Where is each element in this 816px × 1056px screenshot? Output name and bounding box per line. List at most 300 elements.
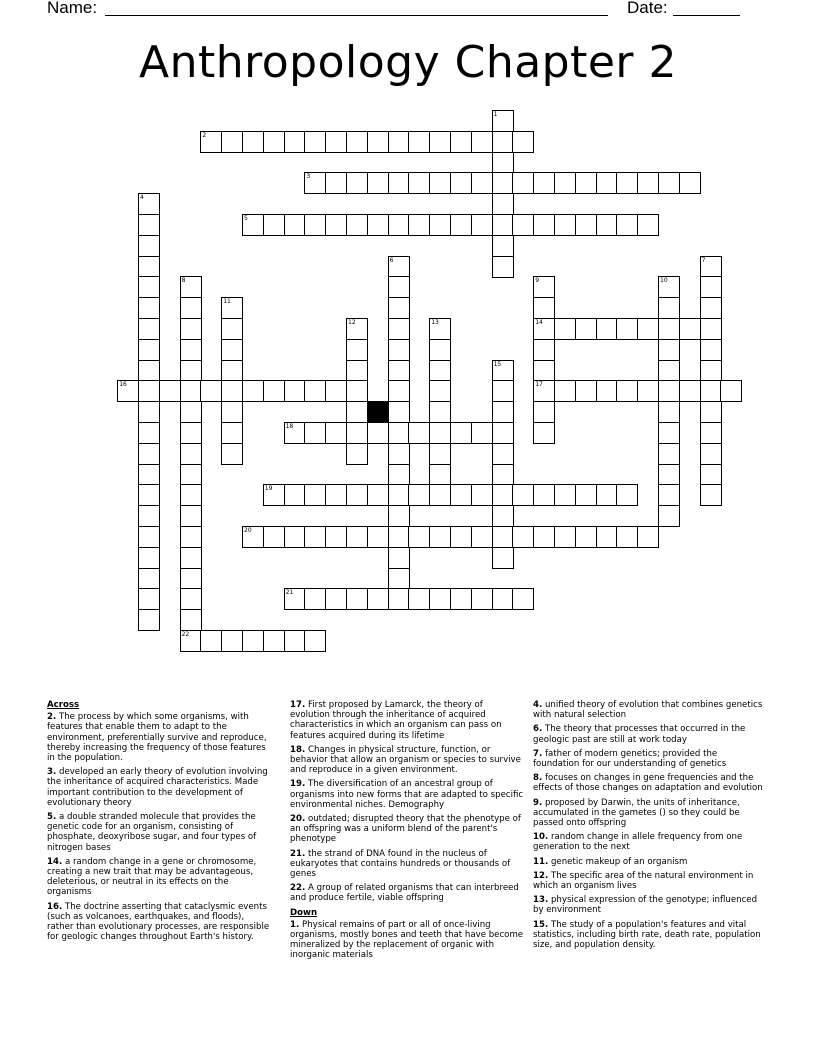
grid-cell[interactable] — [700, 297, 722, 319]
grid-cell[interactable] — [658, 380, 680, 402]
grid-cell[interactable] — [429, 131, 451, 153]
grid-cell[interactable] — [492, 547, 514, 569]
grid-cell[interactable] — [533, 214, 555, 236]
grid-cell[interactable] — [575, 214, 597, 236]
clue-number: 9 — [535, 277, 540, 285]
grid-cell[interactable] — [325, 380, 347, 402]
grid-cell[interactable] — [596, 380, 618, 402]
grid-cell[interactable] — [637, 526, 659, 548]
grid-cell[interactable] — [263, 214, 285, 236]
grid-cell[interactable] — [492, 360, 514, 382]
grid-cell[interactable] — [533, 339, 555, 361]
grid-cell[interactable] — [180, 339, 202, 361]
grid-cell[interactable] — [408, 588, 430, 610]
grid-cell[interactable] — [554, 318, 576, 340]
grid-cell[interactable] — [138, 568, 160, 590]
grid-cell[interactable] — [138, 547, 160, 569]
grid-cell[interactable] — [304, 484, 326, 506]
grid-cell[interactable] — [700, 360, 722, 382]
grid-cell[interactable] — [471, 526, 493, 548]
grid-cell[interactable] — [596, 526, 618, 548]
grid-cell[interactable] — [138, 193, 160, 215]
grid-cell[interactable] — [346, 422, 368, 444]
black-cell — [367, 401, 389, 423]
clue-number: 14 — [535, 319, 543, 326]
clue-number: 6 — [389, 256, 394, 264]
grid-cell[interactable] — [700, 464, 722, 486]
clue-number: 16 — [119, 381, 127, 389]
grid-cell[interactable] — [596, 484, 618, 506]
grid-cell[interactable] — [138, 235, 160, 257]
grid-cell[interactable] — [180, 588, 202, 610]
grid-cell[interactable] — [346, 380, 368, 402]
grid-cell[interactable] — [388, 443, 410, 465]
grid-cell[interactable] — [138, 505, 160, 527]
grid-cell[interactable] — [138, 401, 160, 423]
grid-cell[interactable] — [367, 214, 389, 236]
grid-cell[interactable] — [533, 360, 555, 382]
grid-cell[interactable] — [596, 214, 618, 236]
grid-cell[interactable] — [180, 443, 202, 465]
clue-number: 8 — [181, 277, 186, 285]
grid-cell[interactable] — [512, 131, 534, 153]
grid-cell[interactable] — [429, 380, 451, 402]
grid-cell[interactable] — [284, 484, 306, 506]
grid-cell[interactable] — [242, 526, 264, 548]
grid-cell[interactable] — [180, 568, 202, 590]
grid-cell[interactable] — [304, 526, 326, 548]
clue-across-5: 5. a double stranded molecule that provides the genetic code for an organism, consisting of phosphate, deoxyribose sugar, and four types of nitrogen bases — [47, 812, 257, 853]
clue-across-20: 20. outdated; disrupted theory that the phenotype of an offspring was a uniform blend of the parent's phenotype — [290, 814, 521, 845]
grid-cell[interactable] — [346, 526, 368, 548]
grid-cell[interactable] — [138, 422, 160, 444]
grid-cell[interactable] — [180, 505, 202, 527]
grid-cell[interactable] — [242, 630, 264, 652]
grid-cell[interactable] — [304, 422, 326, 444]
grid-cell[interactable] — [700, 484, 722, 506]
grid-cell[interactable] — [637, 380, 659, 402]
grid-cell[interactable] — [325, 422, 347, 444]
clue-down-6: 6. The theory that processes that occurred in the geologic past are still at work today — [533, 724, 746, 745]
grid-cell[interactable] — [180, 401, 202, 423]
clue-across-3: 3. developed an early theory of evolution involving the inheritance of acquired characteristics. Made important contribution to the development of evolutionary theory — [47, 767, 268, 808]
grid-cell[interactable] — [221, 630, 243, 652]
grid-cell[interactable] — [616, 380, 638, 402]
page-title: Anthropology Chapter 2 — [138, 37, 677, 88]
grid-cell[interactable] — [533, 422, 555, 444]
grid-cell[interactable] — [658, 339, 680, 361]
grid-cell[interactable] — [367, 422, 389, 444]
grid-cell[interactable] — [304, 214, 326, 236]
grid-cell[interactable] — [492, 484, 514, 506]
grid-cell[interactable] — [180, 526, 202, 548]
grid-cell[interactable] — [346, 131, 368, 153]
grid-cell[interactable] — [138, 464, 160, 486]
grid-cell[interactable] — [700, 422, 722, 444]
grid-cell[interactable] — [388, 360, 410, 382]
grid-cell[interactable] — [679, 380, 701, 402]
grid-cell[interactable] — [471, 214, 493, 236]
grid-cell[interactable] — [367, 588, 389, 610]
grid-cell[interactable] — [388, 505, 410, 527]
grid-cell[interactable] — [138, 588, 160, 610]
grid-cell[interactable] — [533, 526, 555, 548]
grid-cell[interactable] — [616, 526, 638, 548]
grid-cell[interactable] — [138, 214, 160, 236]
grid-cell[interactable] — [325, 131, 347, 153]
grid-cell[interactable] — [492, 505, 514, 527]
grid-cell[interactable] — [616, 318, 638, 340]
clue-number: 20 — [244, 527, 252, 534]
grid-cell[interactable] — [658, 172, 680, 194]
grid-cell[interactable] — [575, 172, 597, 194]
grid-cell[interactable] — [221, 422, 243, 444]
grid-cell[interactable] — [492, 588, 514, 610]
clue-number: 19 — [264, 485, 273, 493]
clue-down-12: 12. The specific area of the natural environment in which an organism lives — [533, 870, 754, 892]
grid-cell[interactable] — [284, 422, 306, 444]
grid-cell[interactable] — [658, 464, 680, 486]
grid-cell[interactable] — [388, 401, 410, 423]
grid-cell[interactable] — [471, 422, 493, 444]
grid-cell[interactable] — [221, 297, 243, 319]
grid-cell[interactable] — [180, 276, 202, 298]
grid-cell[interactable] — [221, 443, 243, 465]
name-label: Name: — [47, 0, 98, 17]
grid-cell[interactable] — [138, 318, 160, 340]
grid-cell[interactable] — [450, 172, 472, 194]
grid-cell[interactable] — [325, 526, 347, 548]
grid-cell[interactable] — [429, 318, 451, 340]
grid-cell[interactable] — [637, 172, 659, 194]
grid-cell[interactable] — [429, 401, 451, 423]
clue-number: 11 — [223, 298, 231, 306]
grid-cell[interactable] — [408, 422, 430, 444]
grid-cell[interactable] — [658, 443, 680, 465]
grid-cell[interactable] — [429, 526, 451, 548]
grid-cell[interactable] — [679, 172, 701, 194]
clue-across-18: 18. Changes in physical structure, function, or behavior that allow an organism or species to survive and reproduce in a given environment. — [290, 744, 521, 776]
grid-cell[interactable] — [616, 214, 638, 236]
grid-cell[interactable] — [658, 505, 680, 527]
grid-cell[interactable] — [138, 526, 160, 548]
grid-cell[interactable] — [304, 172, 326, 194]
grid-cell[interactable] — [575, 484, 597, 506]
grid-cell[interactable] — [533, 401, 555, 423]
grid-cell[interactable] — [304, 380, 326, 402]
clue-number: 15 — [493, 360, 502, 368]
grid-cell[interactable] — [388, 380, 410, 402]
clue-number: 7 — [701, 256, 706, 264]
grid-cell[interactable] — [367, 131, 389, 153]
grid-cell[interactable] — [429, 360, 451, 382]
clue-across-17: 17. First proposed by Lamarck, the theory of evolution through the inheritance of acquired characteristics in which an organism can pass on features acquired during its lifetime — [290, 700, 502, 741]
grid-cell[interactable] — [554, 214, 576, 236]
grid-cell[interactable] — [492, 256, 514, 278]
grid-cell[interactable] — [180, 547, 202, 569]
grid-cell[interactable] — [200, 380, 222, 402]
grid-cell[interactable] — [221, 360, 243, 382]
grid-cell[interactable] — [492, 401, 514, 423]
grid-cell[interactable] — [388, 547, 410, 569]
grid-cell[interactable] — [388, 214, 410, 236]
grid-cell[interactable] — [304, 588, 326, 610]
grid-cell[interactable] — [533, 276, 555, 298]
grid-cell[interactable] — [512, 588, 534, 610]
grid-cell[interactable] — [159, 380, 181, 402]
clues-column-1 — [47, 700, 272, 946]
clue-number: 5 — [244, 215, 248, 222]
grid-cell[interactable] — [388, 422, 410, 444]
grid-cell[interactable] — [658, 484, 680, 506]
clue-across-21: 21. the strand of DNA found in the nucleus of eukaryotes that contains hundreds or thousands of genes — [290, 848, 511, 880]
grid-cell[interactable] — [408, 172, 430, 194]
grid-cell[interactable] — [512, 526, 534, 548]
grid-cell[interactable] — [346, 172, 368, 194]
grid-cell[interactable] — [700, 380, 722, 402]
grid-cell[interactable] — [388, 464, 410, 486]
grid-cell[interactable] — [346, 401, 368, 423]
grid-cell[interactable] — [492, 152, 514, 174]
grid-cell[interactable] — [304, 630, 326, 652]
grid-cell[interactable] — [450, 588, 472, 610]
grid-cell[interactable] — [388, 484, 410, 506]
grid-cell[interactable] — [471, 484, 493, 506]
grid-cell[interactable] — [429, 172, 451, 194]
grid-cell[interactable] — [221, 339, 243, 361]
grid-cell[interactable] — [200, 131, 222, 153]
clue-across-19: 19. The diversification of an ancestral group of organisms into new forms that are adapted to specific environmental niches. Demography — [290, 779, 524, 810]
grid-cell[interactable] — [658, 297, 680, 319]
grid-cell[interactable] — [263, 526, 285, 548]
grid-cell[interactable] — [616, 484, 638, 506]
clue-number: 12 — [348, 319, 356, 326]
grid-cell[interactable] — [180, 297, 202, 319]
grid-cell[interactable] — [284, 214, 306, 236]
grid-cell[interactable] — [429, 443, 451, 465]
grid-cell[interactable] — [429, 422, 451, 444]
grid-cell[interactable] — [429, 464, 451, 486]
grid-cell[interactable] — [429, 588, 451, 610]
clue-down-10: 10. random change in allele frequency from one generation to the next — [533, 832, 743, 853]
grid-cell[interactable] — [180, 360, 202, 382]
clue-across-16: 16. The doctrine asserting that cataclysmic events (such as volcanoes, earthquakes, and floods), rather than evolutionary processes, are responsible for geologic changes throughout Earth's history. — [47, 901, 270, 943]
grid-cell[interactable] — [492, 422, 514, 444]
grid-cell[interactable] — [700, 276, 722, 298]
grid-cell[interactable] — [180, 630, 202, 652]
grid-cell[interactable] — [575, 526, 597, 548]
grid-cell[interactable] — [596, 318, 618, 340]
grid-cell[interactable] — [346, 318, 368, 340]
grid-cell[interactable] — [242, 214, 264, 236]
grid-cell[interactable] — [325, 214, 347, 236]
grid-cell[interactable] — [492, 464, 514, 486]
grid-cell[interactable] — [180, 422, 202, 444]
grid-cell[interactable] — [471, 588, 493, 610]
grid-cell[interactable] — [221, 318, 243, 340]
grid-cell[interactable] — [180, 484, 202, 506]
grid-cell[interactable] — [138, 339, 160, 361]
grid-cell[interactable] — [471, 172, 493, 194]
clue-across-2: 2. The process by which some organisms, with features that enable them to adapt to the environment, preferentially survive and reproduce, thereby increasing the frequency of those features in the population. — [47, 712, 267, 764]
grid-cell[interactable] — [325, 588, 347, 610]
grid-cell[interactable] — [388, 131, 410, 153]
grid-cell[interactable] — [492, 526, 514, 548]
grid-cell[interactable] — [408, 214, 430, 236]
grid-cell[interactable] — [658, 276, 680, 298]
grid-cell[interactable] — [263, 484, 285, 506]
grid-cell[interactable] — [429, 484, 451, 506]
grid-cell[interactable] — [512, 172, 534, 194]
grid-cell[interactable] — [180, 318, 202, 340]
grid-cell[interactable] — [554, 526, 576, 548]
grid-cell[interactable] — [616, 172, 638, 194]
grid-cell[interactable] — [658, 360, 680, 382]
grid-cell[interactable] — [575, 318, 597, 340]
grid-cell[interactable] — [408, 526, 430, 548]
grid-cell[interactable] — [471, 131, 493, 153]
grid-cell[interactable] — [492, 193, 514, 215]
grid-cell[interactable] — [388, 568, 410, 590]
grid-cell[interactable] — [554, 484, 576, 506]
grid-cell[interactable] — [533, 297, 555, 319]
grid-cell[interactable] — [637, 214, 659, 236]
grid-cell[interactable] — [284, 526, 306, 548]
grid-cell[interactable] — [180, 464, 202, 486]
grid-cell[interactable] — [450, 422, 472, 444]
grid-cell[interactable] — [658, 318, 680, 340]
grid-cell[interactable] — [388, 318, 410, 340]
grid-cell[interactable] — [700, 339, 722, 361]
grid-cell[interactable] — [450, 214, 472, 236]
grid-cell[interactable] — [512, 484, 534, 506]
grid-cell[interactable] — [492, 235, 514, 257]
grid-cell[interactable] — [284, 380, 306, 402]
grid-cell[interactable] — [450, 484, 472, 506]
clue-number: 21 — [285, 589, 294, 597]
grid-cell[interactable] — [388, 256, 410, 278]
grid-cell[interactable] — [117, 380, 139, 402]
grid-cell[interactable] — [221, 380, 243, 402]
grid-cell[interactable] — [138, 443, 160, 465]
grid-cell[interactable] — [242, 131, 264, 153]
down-heading: Down — [290, 907, 318, 918]
grid-cell[interactable] — [554, 380, 576, 402]
grid-cell[interactable] — [554, 172, 576, 194]
grid-cell[interactable] — [700, 256, 722, 278]
grid-cell[interactable] — [367, 172, 389, 194]
grid-cell[interactable] — [325, 172, 347, 194]
grid-cell[interactable] — [180, 609, 202, 631]
clues-column-3 — [533, 700, 765, 954]
grid-cell[interactable] — [492, 110, 514, 132]
clue-down-11: 11. genetic makeup of an organism — [533, 856, 688, 867]
grid-cell[interactable] — [679, 318, 701, 340]
grid-cell[interactable] — [180, 380, 202, 402]
grid-cell[interactable] — [700, 443, 722, 465]
grid-cell[interactable] — [346, 339, 368, 361]
clue-number: 1 — [493, 111, 498, 118]
grid-cell[interactable] — [533, 172, 555, 194]
grid-cell[interactable] — [575, 380, 597, 402]
clue-number: 13 — [431, 319, 439, 326]
grid-cell[interactable] — [138, 380, 160, 402]
grid-cell[interactable] — [388, 276, 410, 298]
grid-cell[interactable] — [346, 484, 368, 506]
grid-cell[interactable] — [533, 484, 555, 506]
grid-cell[interactable] — [408, 484, 430, 506]
grid-cell[interactable] — [200, 630, 222, 652]
grid-cell[interactable] — [492, 380, 514, 402]
grid-cell[interactable] — [346, 588, 368, 610]
grid-cell[interactable] — [388, 526, 410, 548]
grid-cell[interactable] — [637, 318, 659, 340]
grid-cell[interactable] — [408, 131, 430, 153]
grid-cell[interactable] — [388, 297, 410, 319]
grid-cell[interactable] — [429, 214, 451, 236]
clue-number: 2 — [202, 131, 207, 139]
grid-cell[interactable] — [700, 401, 722, 423]
grid-cell[interactable] — [242, 380, 264, 402]
grid-cell[interactable] — [138, 297, 160, 319]
grid-cell[interactable] — [720, 380, 742, 402]
grid-cell[interactable] — [221, 131, 243, 153]
grid-cell[interactable] — [263, 380, 285, 402]
grid-cell[interactable] — [429, 339, 451, 361]
grid-cell[interactable] — [138, 609, 160, 631]
grid-cell[interactable] — [138, 360, 160, 382]
grid-cell[interactable] — [658, 401, 680, 423]
grid-cell[interactable] — [138, 276, 160, 298]
grid-cell[interactable] — [346, 360, 368, 382]
clue-number: 22 — [181, 631, 190, 638]
grid-cell[interactable] — [596, 172, 618, 194]
grid-cell[interactable] — [367, 484, 389, 506]
grid-cell[interactable] — [492, 214, 514, 236]
grid-cell[interactable] — [533, 380, 555, 402]
grid-cell[interactable] — [388, 588, 410, 610]
grid-cell[interactable] — [658, 422, 680, 444]
grid-cell[interactable] — [450, 526, 472, 548]
grid-cell[interactable] — [388, 339, 410, 361]
grid-cell[interactable] — [325, 484, 347, 506]
grid-cell[interactable] — [492, 131, 514, 153]
grid-cell[interactable] — [263, 630, 285, 652]
grid-cell[interactable] — [492, 172, 514, 194]
grid-cell[interactable] — [367, 526, 389, 548]
clue-number: 4 — [140, 194, 144, 202]
grid-cell[interactable] — [533, 318, 555, 340]
grid-cell[interactable] — [492, 443, 514, 465]
grid-cell[interactable] — [512, 214, 534, 236]
grid-cell[interactable] — [304, 131, 326, 153]
across-heading: Across — [47, 700, 80, 710]
grid-cell[interactable] — [138, 256, 160, 278]
grid-cell[interactable] — [346, 214, 368, 236]
grid-cell[interactable] — [284, 588, 306, 610]
grid-cell[interactable] — [700, 318, 722, 340]
grid-cell[interactable] — [263, 131, 285, 153]
clue-down-7: 7. father of modern genetics; provided the foundation for our understanding of genetics — [533, 748, 727, 770]
grid-cell[interactable] — [346, 443, 368, 465]
clue-number: 18 — [285, 423, 294, 430]
grid-cell[interactable] — [284, 630, 306, 652]
grid-cell[interactable] — [450, 131, 472, 153]
grid-cell[interactable] — [284, 131, 306, 153]
grid-cell[interactable] — [388, 172, 410, 194]
grid-cell[interactable] — [221, 401, 243, 423]
grid-cell[interactable] — [138, 484, 160, 506]
